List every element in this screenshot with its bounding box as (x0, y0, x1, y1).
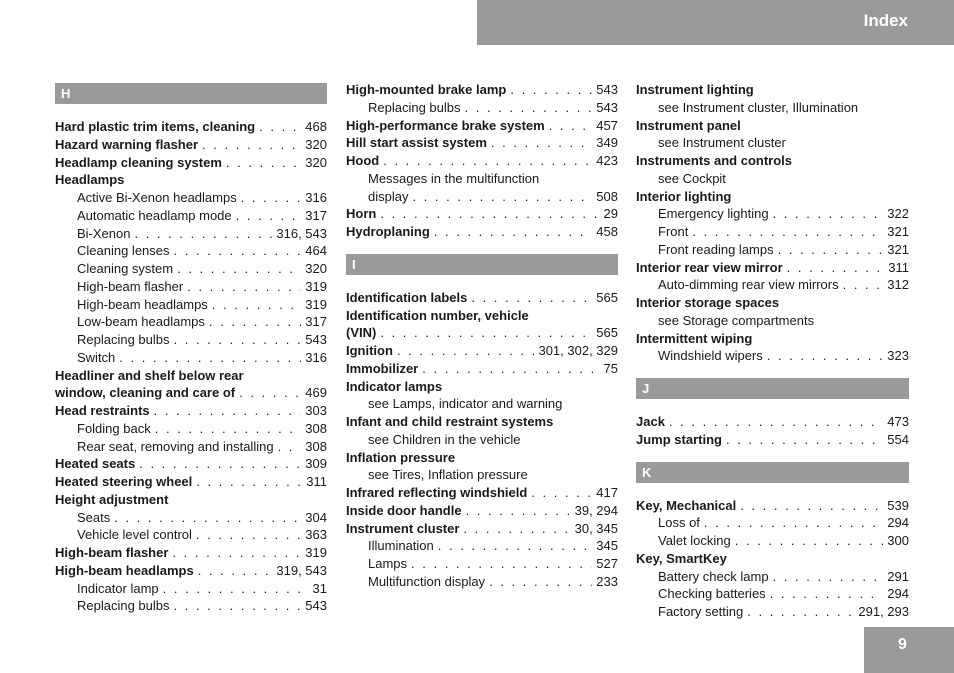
section-header: I (346, 254, 618, 275)
index-entry (636, 259, 909, 277)
page-reference: 322 (887, 206, 909, 222)
index-entry (346, 342, 618, 360)
entry-text: High-beam flasher (55, 545, 169, 560)
section-header: J (636, 378, 909, 399)
index-entry (636, 550, 909, 568)
index-entry (346, 289, 618, 307)
page-reference: 301, 302, 329 (538, 343, 618, 358)
dot-leader (241, 189, 302, 207)
index-subentry (346, 170, 618, 188)
dot-leader (704, 514, 883, 532)
page-reference: 527 (596, 556, 618, 571)
dot-leader (259, 118, 301, 136)
entry-text: Seats (77, 509, 111, 525)
entry-text: Identification number, vehicle (346, 307, 529, 323)
index-subentry (55, 331, 327, 349)
page-reference: 345 (596, 538, 618, 554)
page-reference: 304 (305, 509, 327, 525)
index-entry (55, 384, 327, 402)
dot-leader (174, 597, 302, 615)
index-entry (636, 294, 909, 312)
index-entry (55, 136, 327, 154)
index-entry (636, 117, 909, 135)
index-subentry (346, 573, 618, 591)
entry-text: Heated steering wheel (55, 474, 193, 489)
entry-text: see Storage compartments (658, 312, 815, 328)
dot-leader (187, 278, 301, 296)
index-entry (346, 81, 618, 99)
dot-leader (531, 484, 592, 502)
dot-leader (412, 188, 592, 206)
entry-text: Interior rear view mirror (636, 259, 783, 275)
entry-text: Interior storage spaces (636, 295, 780, 310)
page-reference: 319 (305, 296, 327, 312)
entry-text: High-beam headlamps (77, 296, 208, 312)
entry-text: see Tires, Inflation pressure (368, 467, 528, 483)
entry-text: Vehicle level control (77, 527, 192, 543)
entry-text: Head restraints (55, 403, 150, 418)
dot-leader (198, 562, 273, 580)
page-reference: 543 (305, 332, 327, 347)
page-reference: 29 (603, 206, 618, 222)
page-reference: 458 (596, 224, 618, 239)
section-header: K (636, 462, 909, 483)
index-subentry (346, 466, 618, 484)
dot-leader (669, 413, 883, 431)
index-entry (346, 152, 618, 170)
entry-text: Horn (346, 206, 377, 222)
dot-leader (770, 585, 884, 603)
dot-leader (212, 296, 302, 314)
entry-text: Front reading lamps (658, 241, 774, 257)
page-reference: 543 (596, 82, 618, 97)
index-subentry (636, 312, 909, 330)
entry-text: Multifunction display (368, 573, 486, 589)
entry-text: display (368, 188, 409, 204)
index-entry (346, 449, 618, 467)
index-entry (346, 324, 618, 342)
index-subentry (636, 241, 909, 259)
index-column-1 (55, 83, 327, 615)
index-subentry (55, 580, 327, 598)
page-reference: 565 (596, 325, 618, 341)
index-subentry (346, 188, 618, 206)
index-header-tab (477, 0, 954, 45)
index-entry (55, 491, 327, 509)
page-reference: 300 (887, 533, 909, 548)
dot-leader (787, 259, 885, 277)
index-subentry (636, 99, 909, 117)
entry-text: Jump starting (636, 431, 722, 447)
dot-leader (139, 455, 301, 473)
index-entry (55, 118, 327, 136)
dot-leader (226, 154, 301, 172)
page-reference: 539 (887, 497, 909, 513)
entry-text: Valet locking (658, 533, 731, 548)
entry-text: see Children in the vehicle (368, 431, 521, 447)
page-reference: 554 (887, 431, 909, 447)
index-entry (346, 134, 618, 152)
page-reference: 316, 543 (276, 225, 327, 241)
page-reference: 319 (305, 278, 327, 294)
page-reference: 309 (305, 456, 327, 472)
index-entry (55, 473, 327, 491)
entry-text: Infant and child restraint systems (346, 414, 554, 429)
entry-text: Switch (77, 349, 116, 365)
page-reference: 291, 293 (858, 604, 909, 619)
index-subentry (346, 99, 618, 117)
entry-text: High-performance brake system (346, 117, 545, 133)
entry-text: Factory setting (658, 604, 744, 619)
index-entry (346, 378, 618, 396)
entry-text: Instrument cluster (346, 520, 460, 536)
entry-text: Cleaning system (77, 261, 174, 276)
page-reference: 30, 345 (574, 520, 618, 536)
dot-leader (843, 276, 884, 294)
entry-text: Cleaning lenses (77, 243, 170, 259)
index-column-2 (346, 81, 618, 591)
index-entry (346, 484, 618, 502)
dot-leader (735, 532, 884, 550)
dot-leader (239, 384, 301, 402)
index-subentry (55, 420, 327, 438)
section-header: H (55, 83, 327, 104)
page-reference: 323 (887, 348, 909, 364)
page-number: 9 (898, 636, 907, 653)
index-column-3 (636, 81, 909, 621)
index-entry (636, 188, 909, 206)
entry-text: Hydroplaning (346, 224, 430, 239)
entry-text: Illumination (368, 538, 434, 554)
entry-text: (VIN) (346, 325, 377, 341)
dot-leader (491, 134, 592, 152)
page-reference: 311 (306, 474, 327, 489)
dot-leader (236, 207, 302, 225)
entry-text: Indicator lamp (77, 580, 159, 596)
index-subentry (346, 395, 618, 413)
dot-leader (278, 438, 302, 456)
entry-text: Auto-dimming rear view mirrors (658, 277, 839, 293)
entry-text: Identification labels (346, 289, 468, 305)
page-reference: 423 (596, 153, 618, 168)
entry-text: Replacing bulbs (368, 99, 461, 115)
page-reference: 31 (312, 580, 327, 596)
dot-leader (549, 117, 593, 135)
index-subentry (636, 170, 909, 188)
index-subentry (346, 537, 618, 555)
dot-leader (434, 223, 593, 241)
dot-leader (767, 347, 884, 365)
page-reference: 417 (596, 485, 618, 500)
page-reference: 233 (596, 573, 618, 589)
page-reference: 543 (596, 99, 618, 115)
page-reference: 312 (887, 277, 909, 293)
index-subentry (636, 134, 909, 152)
entry-text: High-mounted brake lamp (346, 82, 507, 97)
index-title: Index (863, 11, 908, 30)
index-entry (346, 502, 618, 520)
entry-text: Headlamp cleaning system (55, 154, 222, 170)
dot-leader (422, 360, 599, 378)
index-subentry (636, 568, 909, 586)
index-subentry (55, 509, 327, 527)
dot-leader (172, 544, 301, 562)
page-reference: 294 (887, 515, 909, 531)
dot-leader (163, 580, 309, 598)
page-reference: 319 (305, 545, 327, 560)
entry-text: Hard plastic trim items, cleaning (55, 119, 256, 134)
index-entry (636, 81, 909, 99)
page-reference: 464 (305, 243, 327, 259)
page-reference: 319, 543 (276, 562, 327, 578)
entry-text: Jack (636, 414, 665, 429)
entry-text: Ignition (346, 343, 393, 358)
index-subentry (55, 225, 327, 243)
dot-leader (411, 555, 592, 573)
index-entry (346, 223, 618, 241)
index-entry (346, 117, 618, 135)
entry-text: Interior lighting (636, 188, 732, 204)
index-subentry (636, 276, 909, 294)
page-reference: 317 (305, 314, 327, 330)
page-reference: 308 (305, 420, 327, 436)
index-entry (346, 307, 618, 325)
index-entry (636, 413, 909, 431)
entry-text: Hood (346, 153, 380, 168)
dot-leader (174, 331, 302, 349)
dot-leader (438, 537, 593, 555)
index-entry (346, 360, 618, 378)
page-reference: 316 (305, 349, 327, 365)
page-reference: 294 (887, 586, 909, 602)
entry-text: see Instrument cluster, Illumination (658, 99, 859, 115)
dot-leader (740, 497, 883, 515)
index-subentry (636, 585, 909, 603)
dot-leader (773, 568, 884, 586)
entry-text: Automatic headlamp mode (77, 207, 232, 223)
entry-text: Inside door handle (346, 502, 462, 518)
index-subentry (55, 349, 327, 367)
entry-text: High-beam flasher (77, 278, 184, 294)
page-reference: 75 (603, 360, 618, 376)
index-subentry (55, 526, 327, 544)
index-subentry (55, 242, 327, 260)
page-reference: 320 (305, 136, 327, 152)
dot-leader (773, 205, 884, 223)
dot-leader (465, 99, 593, 117)
page-reference: 320 (305, 261, 327, 276)
dot-leader (383, 152, 592, 170)
entry-text: Low-beam headlamps (77, 314, 205, 330)
index-entry (636, 497, 909, 515)
index-entry (346, 205, 618, 223)
dot-leader (726, 431, 883, 449)
page-reference: 473 (887, 414, 909, 429)
dot-leader (119, 349, 301, 367)
dot-leader (134, 225, 272, 243)
dot-leader (510, 81, 592, 99)
dot-leader (380, 324, 592, 342)
page-reference: 321 (887, 241, 909, 257)
index-entry (55, 544, 327, 562)
index-subentry (55, 207, 327, 225)
entry-text: Replacing bulbs (77, 598, 170, 614)
index-subentry (636, 603, 909, 621)
index-entry (55, 562, 327, 580)
entry-text: Instruments and controls (636, 153, 793, 168)
index-subentry (346, 555, 618, 573)
entry-text: Hazard warning flasher (55, 136, 199, 152)
dot-leader (114, 509, 301, 527)
index-subentry (346, 431, 618, 449)
entry-text: Battery check lamp (658, 568, 769, 584)
page-reference: 291 (887, 568, 909, 584)
index-subentry (55, 296, 327, 314)
entry-text: Checking batteries (658, 586, 766, 602)
page-reference: 321 (887, 224, 909, 239)
index-entry (636, 330, 909, 348)
dot-leader (196, 526, 301, 544)
dot-leader (489, 573, 592, 591)
dot-leader (177, 260, 301, 278)
entry-text: Bi-Xenon (77, 225, 131, 241)
entry-text: Windshield wipers (658, 348, 763, 364)
page-reference: 468 (305, 119, 327, 134)
entry-text: Intermittent wiping (636, 330, 753, 346)
page-reference: 320 (305, 154, 327, 170)
entry-text: High-beam headlamps (55, 562, 194, 578)
page-reference: 303 (305, 403, 327, 418)
index-entry (55, 455, 327, 473)
page-reference: 508 (596, 188, 618, 204)
entry-text: Infrared reflecting windshield (346, 485, 528, 500)
entry-text: Hill start assist system (346, 135, 487, 151)
entry-text: Instrument panel (636, 117, 741, 133)
index-subentry (636, 514, 909, 532)
entry-text: Key, SmartKey (636, 550, 727, 566)
page-reference: 39, 294 (574, 502, 618, 518)
dot-leader (154, 402, 302, 420)
entry-text: see Lamps, indicator and warning (368, 396, 563, 412)
index-entry (636, 152, 909, 170)
dot-leader (202, 136, 301, 154)
entry-text: Rear seat, removing and installing (77, 438, 274, 454)
entry-text: Height adjustment (55, 491, 169, 507)
entry-text: Replacing bulbs (77, 332, 170, 347)
index-subentry (55, 189, 327, 207)
index-subentry (636, 205, 909, 223)
page-reference: 316 (305, 190, 327, 205)
index-subentry (55, 278, 327, 296)
entry-text: window, cleaning and care of (55, 385, 236, 401)
index-subentry (636, 223, 909, 241)
index-subentry (636, 347, 909, 365)
page-reference: 349 (596, 135, 618, 151)
entry-text: Indicator lamps (346, 378, 443, 394)
dot-leader (778, 241, 884, 259)
entry-text: Key, Mechanical (636, 497, 737, 513)
entry-text: see Cockpit (658, 170, 726, 186)
index-entry (346, 413, 618, 431)
entry-text: Messages in the multifunction (368, 170, 540, 186)
index-subentry (55, 597, 327, 615)
dot-leader (747, 603, 854, 621)
index-subentry (636, 532, 909, 550)
page-reference: 543 (305, 598, 327, 614)
entry-text: Lamps (368, 556, 408, 571)
page-reference: 308 (305, 438, 327, 454)
entry-text: Immobilizer (346, 360, 419, 376)
index-entry (55, 402, 327, 420)
entry-text: Front (658, 224, 689, 239)
index-subentry (55, 260, 327, 278)
index-subentry (55, 313, 327, 331)
page-number-tab (864, 627, 954, 673)
index-entry (636, 431, 909, 449)
entry-text: Folding back (77, 420, 151, 436)
page-reference: 311 (888, 259, 909, 275)
page-reference: 363 (305, 527, 327, 543)
entry-text: Heated seats (55, 456, 136, 472)
dot-leader (463, 520, 570, 538)
entry-text: Inflation pressure (346, 449, 456, 465)
dot-leader (380, 205, 599, 223)
dot-leader (209, 313, 301, 331)
entry-text: Instrument lighting (636, 82, 754, 97)
entry-text: Headliner and shelf below rear (55, 367, 244, 383)
page-reference: 457 (596, 117, 618, 133)
index-subentry (55, 438, 327, 456)
dot-leader (155, 420, 302, 438)
dot-leader (174, 242, 302, 260)
index-entry (55, 154, 327, 172)
dot-leader (397, 342, 535, 360)
index-entry (55, 367, 327, 385)
entry-text: Loss of (658, 515, 700, 531)
dot-leader (196, 473, 302, 491)
page-reference: 469 (305, 385, 327, 401)
dot-leader (466, 502, 571, 520)
index-entry (55, 171, 327, 189)
page-reference: 565 (596, 289, 618, 305)
entry-text: Emergency lighting (658, 206, 769, 222)
entry-text: see Instrument cluster (658, 135, 786, 151)
page-reference: 317 (305, 207, 327, 223)
entry-text: Active Bi-Xenon headlamps (77, 190, 237, 205)
index-entry (346, 520, 618, 538)
entry-text: Headlamps (55, 172, 125, 188)
dot-leader (692, 223, 883, 241)
dot-leader (471, 289, 592, 307)
